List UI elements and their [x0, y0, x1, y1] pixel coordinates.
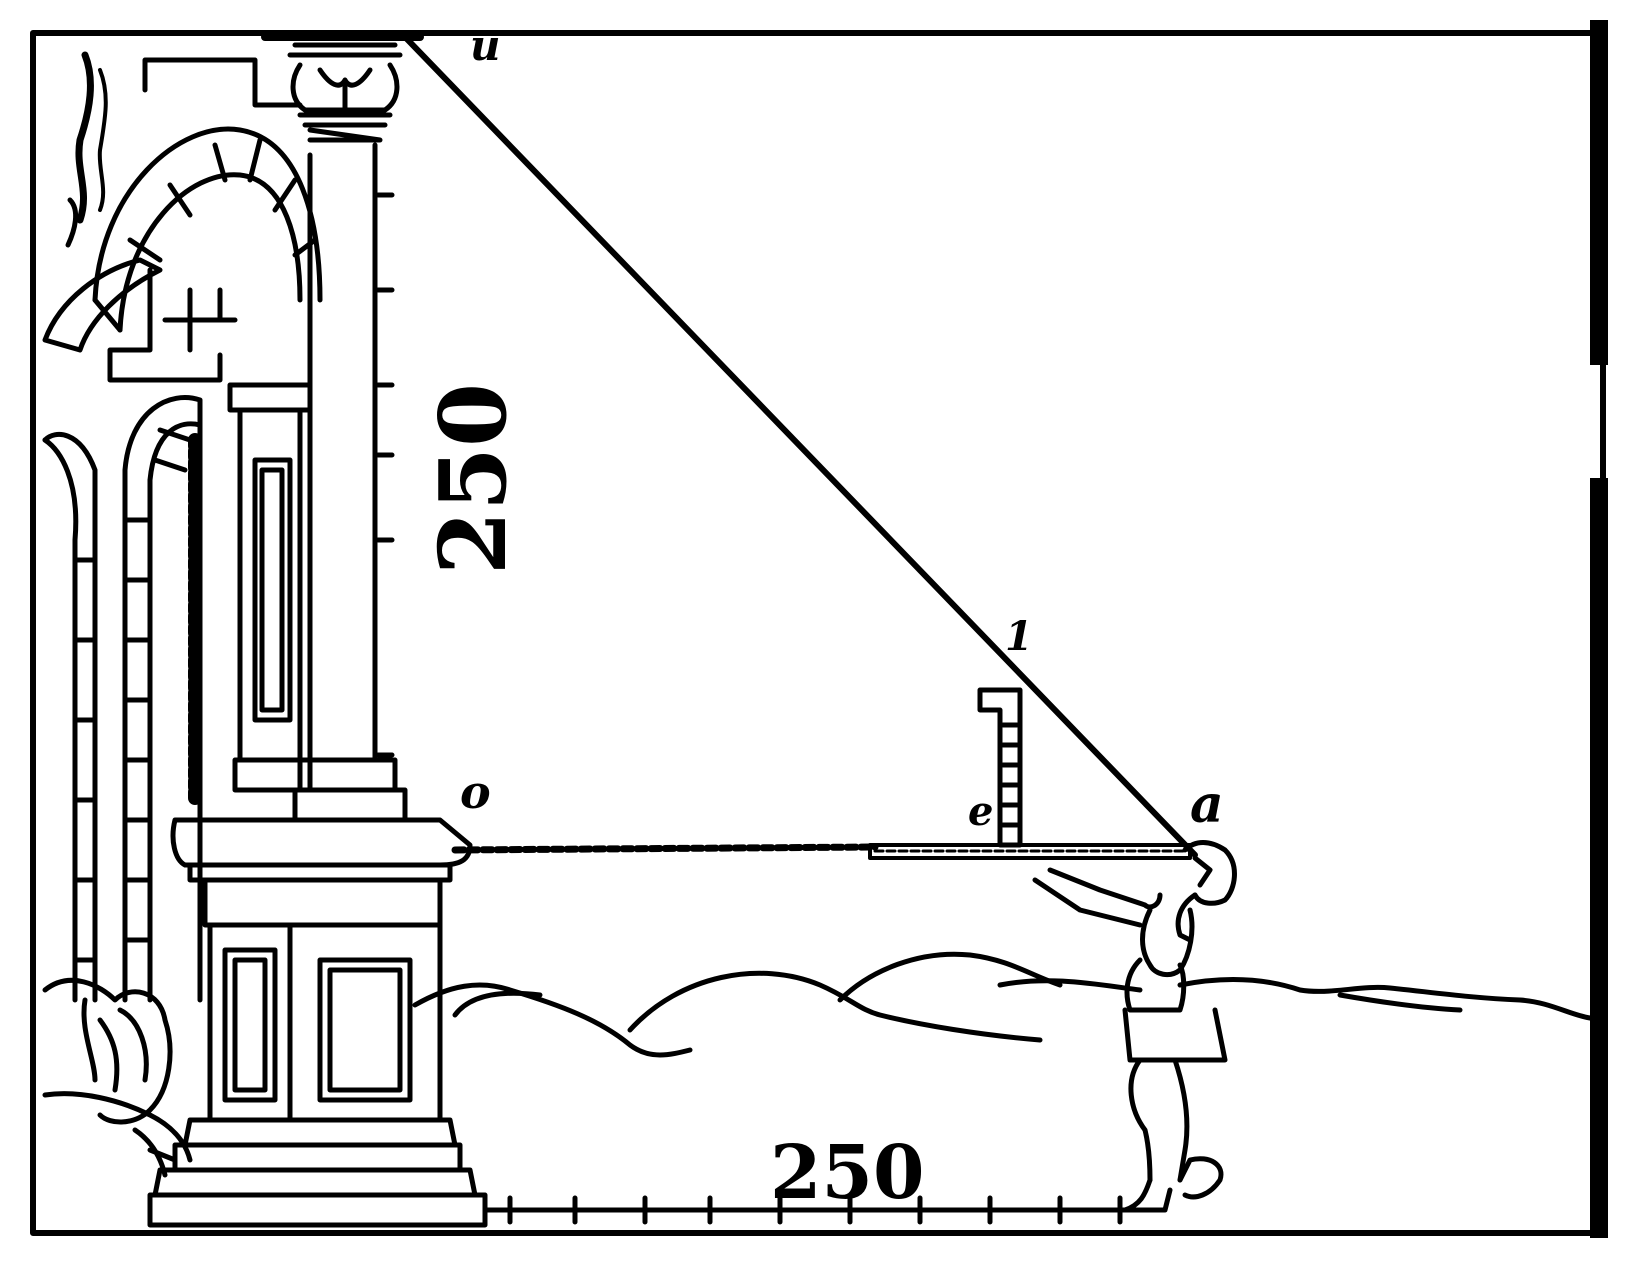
observer-figure: [1035, 843, 1234, 1211]
bushes: [45, 980, 190, 1175]
arcade: [45, 55, 320, 1000]
height-value: 250: [419, 382, 527, 575]
frame-border: [33, 20, 1608, 1238]
distance-value: 250: [770, 1130, 925, 1216]
label-top: u: [470, 21, 501, 70]
level-line: [455, 845, 1190, 858]
label-observer: a: [1190, 774, 1224, 835]
label-staff-foot: e: [968, 788, 994, 835]
dotted-base-line: [455, 847, 875, 850]
letter-labels: [460, 21, 1224, 835]
label-base: o: [460, 765, 491, 819]
label-sight-mark: 1: [1005, 613, 1033, 660]
hills: [415, 954, 1590, 1055]
